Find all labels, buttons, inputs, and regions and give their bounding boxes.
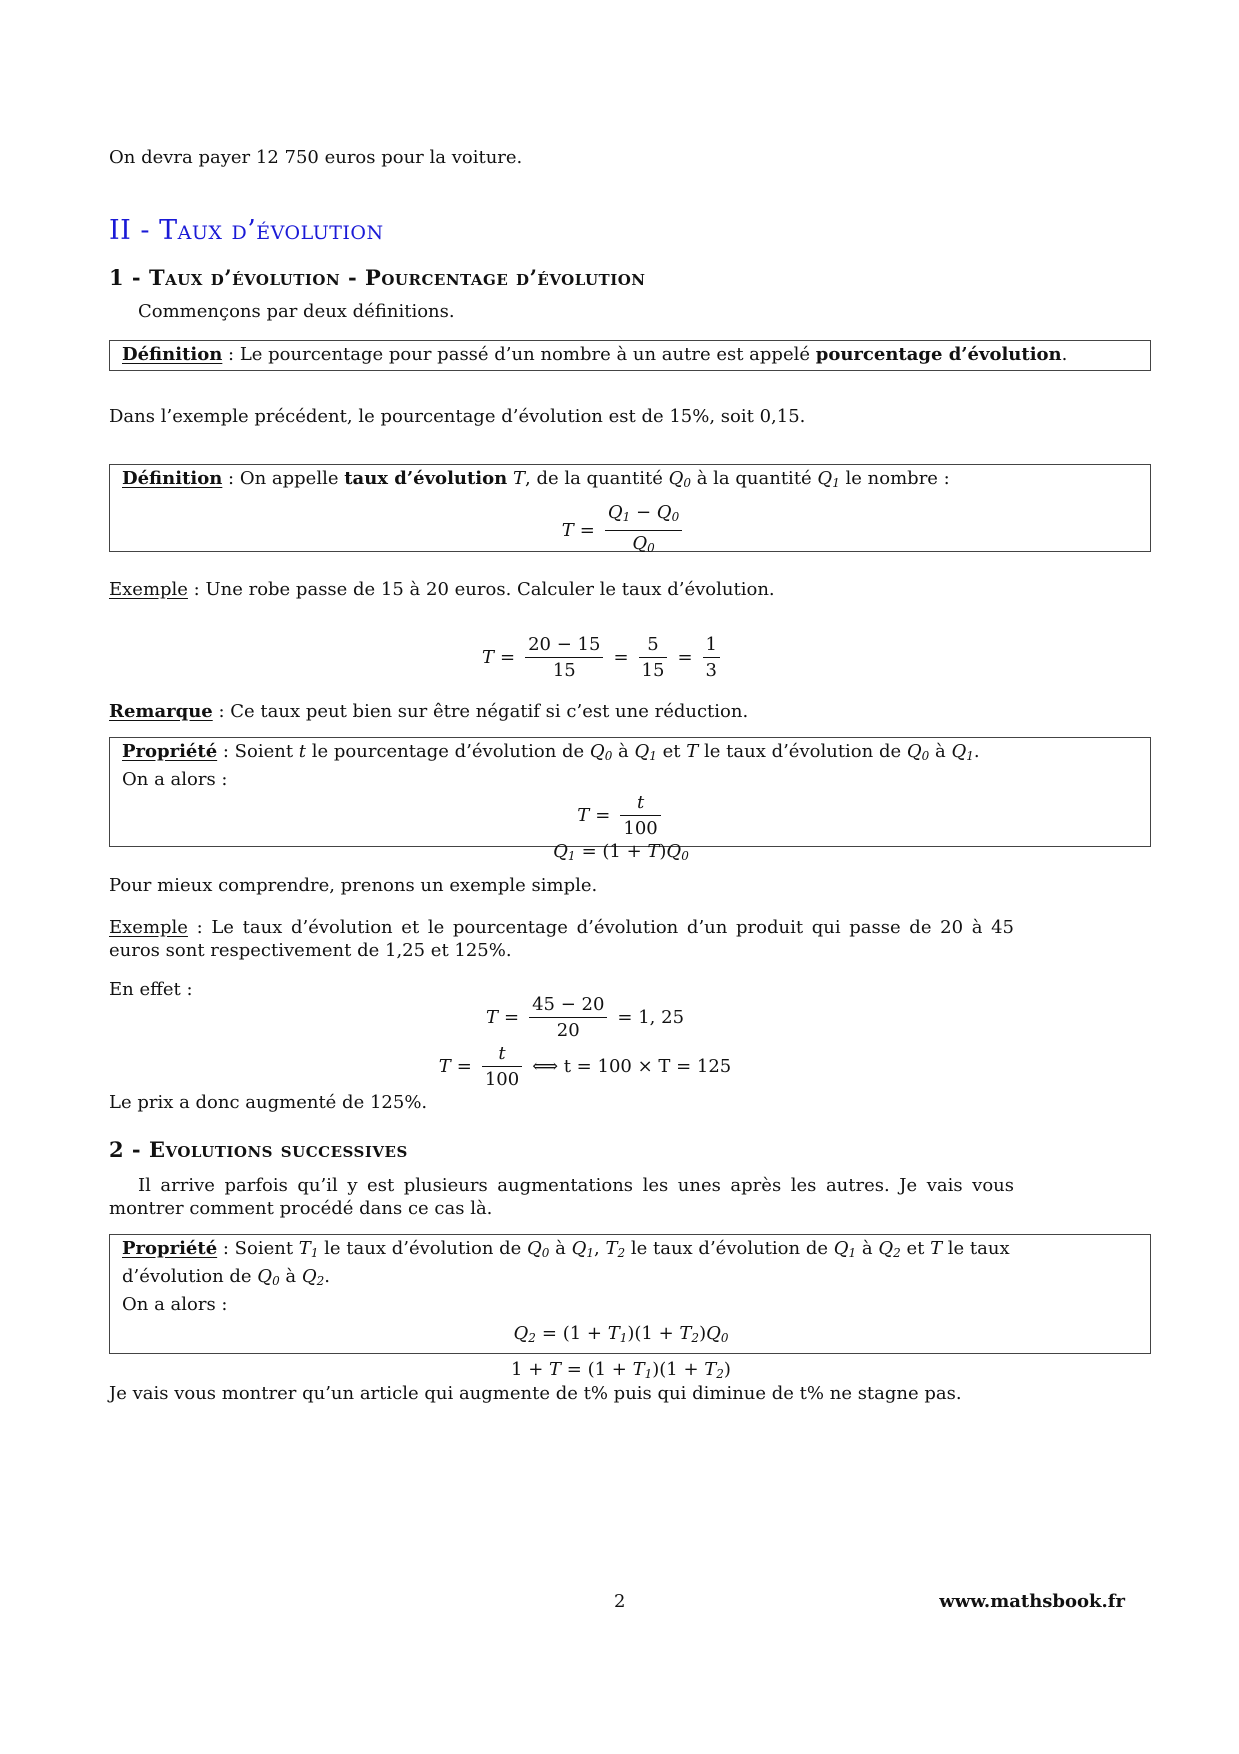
definition-label: Définition — [122, 468, 223, 489]
property-2-equation-2: $1 + T = (1 + T_1)(1 + T_2)$ — [511, 1359, 731, 1381]
understand-line: Pour mieux comprendre, prenons un exemple simple. — [109, 875, 598, 896]
fraction-numerator: 45 − 20 — [529, 993, 607, 1018]
example-1-equation: T = $\frac{20 - 15}{15}$ = $\frac{5}{15}$ = $\frac{1}{3}$ — [81, 633, 1125, 682]
intro-line: On devra payer 12 750 euros pour la voiture. — [109, 147, 523, 168]
example-label: Exemple — [109, 917, 188, 938]
property-2-equation-1: $Q_2$ = $(1 + T_1)(1 + T_2)Q_0$ — [513, 1323, 729, 1345]
definition-text: , de la quantité — [525, 468, 669, 489]
property-text: : Soient — [217, 741, 299, 762]
equation-result: = 1, 25 — [617, 1007, 685, 1028]
example-text: : Une robe passe de 15 à 20 euros. Calculer le taux d’évolution. — [187, 579, 775, 600]
property-text: et — [656, 741, 687, 762]
fraction-denominator: 15 — [641, 660, 665, 681]
en-effet: En effet : — [109, 979, 193, 1000]
fraction-denominator: 15 — [552, 660, 576, 681]
example-note: Dans l’exemple précédent, le pourcentage d’évolution est de 15%, soit 0,15. — [109, 406, 806, 427]
definition-term: taux d’évolution — [344, 468, 508, 489]
property-text: . — [324, 1266, 331, 1287]
property-text: à — [549, 1238, 572, 1259]
definition-text: : Le pourcentage pour passé d’un nombre à un autre est appelé — [222, 344, 816, 365]
fraction-denominator: 100 — [623, 818, 658, 839]
subsection-1-title: 1 - Taux d’évolution - Pourcentage d’évolution — [109, 265, 646, 290]
definition-end: . — [1061, 344, 1068, 365]
property-text: à — [856, 1238, 879, 1259]
property-line2: On a alors : — [122, 769, 228, 790]
example-2 — [109, 916, 1014, 962]
math-Q0: $Q_0$ — [668, 468, 691, 490]
property-text: , — [594, 1238, 606, 1259]
definition-text: le nombre : — [839, 468, 950, 489]
conclusion-line: Le prix a donc augmenté de 125%. — [109, 1092, 428, 1113]
property-line2: On a alors : — [122, 1294, 228, 1315]
last-line: Je vais vous montrer qu’un article qui augmente de t% puis qui diminue de t% ne stagne pas. — [109, 1383, 962, 1404]
math-T: T — [512, 468, 525, 489]
definition-box-2 — [109, 464, 1151, 555]
definition-label: Définition — [122, 344, 223, 365]
fraction-denominator: 3 — [705, 660, 717, 681]
example-2-equation-1: T = $\frac{45 - 20}{20}$ = 1, 25 — [485, 994, 685, 1041]
subsection-2-title: 2 - Evolutions successives — [109, 1137, 408, 1162]
definition-text: : On appelle — [222, 468, 345, 489]
subsection-1-lead: Commençons par deux définitions. — [138, 301, 455, 322]
property-label: Propriété — [122, 741, 218, 762]
property-text: le taux d’évolution de — [625, 1238, 834, 1259]
math-Q1: $Q_1$ — [817, 468, 840, 490]
property-text: le taux d’évolution de — [698, 741, 907, 762]
property-text: : Soient — [217, 1238, 299, 1259]
property-box-2: Propriété : Soient $T_1$ le taux d’évolution de $Q_0$ à $Q_1$, $T_2$ le taux d’évolution de $Q_1$ à $Q_2$ et T le taux d’évolution de $Q_0$ à $Q_2$. On a alors : $Q_2$ = $(1 + T_1)(1 + T_2)Q_0$ $1 + T = (1 + T_1)(1 + T_2)$ — [109, 1234, 1151, 1354]
property-text: à — [612, 741, 635, 762]
remark — [109, 700, 1153, 723]
remark-label: Remarque — [109, 701, 213, 722]
equation-T-definition: T = $\frac{Q_1 - Q_0}{Q_0}$ — [98, 501, 1150, 560]
property-label: Propriété — [122, 1238, 218, 1259]
property-text: à — [279, 1266, 302, 1287]
definition-term: pourcentage d’évolution — [815, 344, 1062, 365]
page-number: 2 — [614, 1591, 626, 1612]
property-text: . — [973, 741, 980, 762]
definition-text: à la quantité — [691, 468, 818, 489]
property-text: le taux d’évolution de — [122, 1238, 1010, 1287]
example-text: : Le taux d’évolution et le pourcentage d’évolution d’un produit qui passe de 20 à 45 euros sont respectivement de 1,25 et 125%. — [109, 917, 1014, 961]
example-label: Exemple — [109, 579, 188, 600]
property-text: le pourcentage d’évolution de — [306, 741, 590, 762]
definition-box-1 — [109, 340, 1151, 371]
fraction-numerator: 5 — [639, 633, 668, 658]
site-link[interactable]: www.mathsbook.fr — [939, 1591, 1125, 1612]
remark-text: : Ce taux peut bien sur être négatif si c’est une réduction. — [212, 701, 749, 722]
property-text: et — [900, 1238, 931, 1259]
property-box-1: Propriété : Soient t le pourcentage d’évolution de $Q_0$ à $Q_1$ et T le taux d’évolution de $Q_0$ à $Q_1$. On a alors : T = $\frac{t}{100}$ $Q_1$ = $(1 + T)Q_0$ — [109, 737, 1151, 847]
property-text: à — [929, 741, 952, 762]
property-1-equation-1: T = $\frac{t}{100}$ — [92, 791, 1150, 840]
property-text: le taux d’évolution de — [318, 1238, 528, 1259]
example-2-equation-2: T = $\frac{t}{100}$ ⟺ t = 100 × T = 125 — [438, 1043, 732, 1090]
subsection-2-lead: Il arrive parfois qu’il y est plusieurs augmentations les unes après les autres. Je vais vous montrer comment procédé dans ce cas là. — [109, 1175, 1014, 1219]
fraction-numerator: 1 — [703, 633, 720, 658]
fraction-numerator: 20 − 15 — [525, 633, 603, 658]
section-title: II - Taux d’évolution — [109, 215, 384, 246]
equation-result: ⟺ t = 100 × T = 125 — [532, 1056, 732, 1077]
example-1 — [109, 578, 1153, 601]
property-1-equation-2: $Q_1$ = $(1 + T)Q_0$ — [553, 841, 689, 863]
fraction-denominator: 100 — [484, 1069, 520, 1090]
fraction-denominator: 20 — [556, 1020, 580, 1041]
